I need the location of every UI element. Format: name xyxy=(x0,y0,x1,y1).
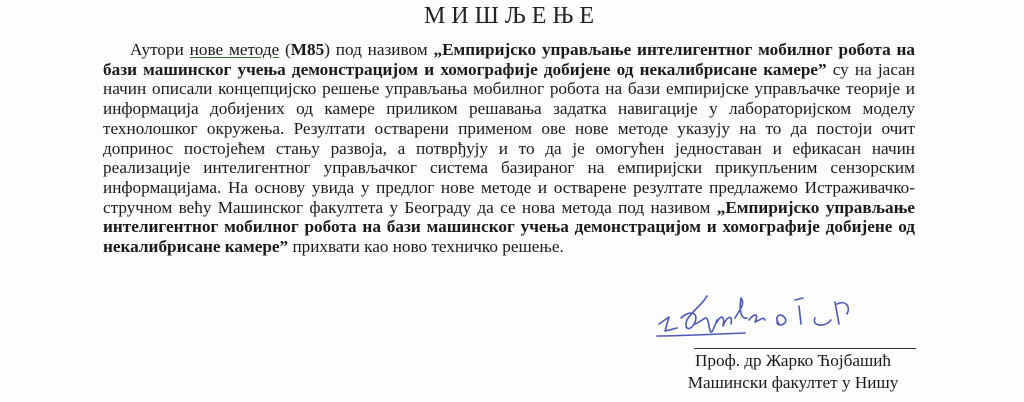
intro-text: Аутори xyxy=(130,40,190,59)
signer-name: Проф. др Жарко Ћојбашић xyxy=(694,351,892,370)
method-title-second: „Емпиријско управљање интелигентног мобилног робота на бази машинског учења демонстрацијом и хомографије добијене од некалибрисане камере” xyxy=(103,197,915,257)
signer-affiliation: Машински факултет у Нишу xyxy=(687,373,899,392)
method-title-first: „Емпиријско управљање интелигентног мобилног робота на бази машинског учења демонстрацијом и хомографије добијене од некалибрисане камере” xyxy=(103,40,915,79)
signature-line xyxy=(694,348,916,349)
handwritten-signature xyxy=(655,290,905,348)
opinion-paragraph xyxy=(103,40,915,257)
method-reference: нове методе xyxy=(189,40,280,59)
document-heading: МИШЉЕЊЕ xyxy=(423,3,601,29)
after-code-text: ) под називом xyxy=(324,40,434,59)
body-middle-text: су на јасан начин описали концепцијско решење управљања мобилног робота на бази емпиријске управљачке теорије и информација добијених од камере приликом решавања задатка навигације у лабораторијском моделу технолошког окружења. Резултати остварени применом ове нове методе указују на то да постоји очит допринос постојећем стању развоја, а потврђују и то да је омогућен једноставан и ефикасан начин реализације интелигентног управљачког система базираног на емпиријски прикупљеним сензорским информацијама. На основу увида у предлог нове методе и остварене резултате предлажемо Истраживачко-стручном већу Машинског факултета у Београду да се нова метода под називом xyxy=(103,59,915,217)
method-code: M85 xyxy=(290,40,325,59)
closing-text: прихвати као ново техничко решење. xyxy=(288,237,564,257)
paren-open: ( xyxy=(279,40,291,59)
